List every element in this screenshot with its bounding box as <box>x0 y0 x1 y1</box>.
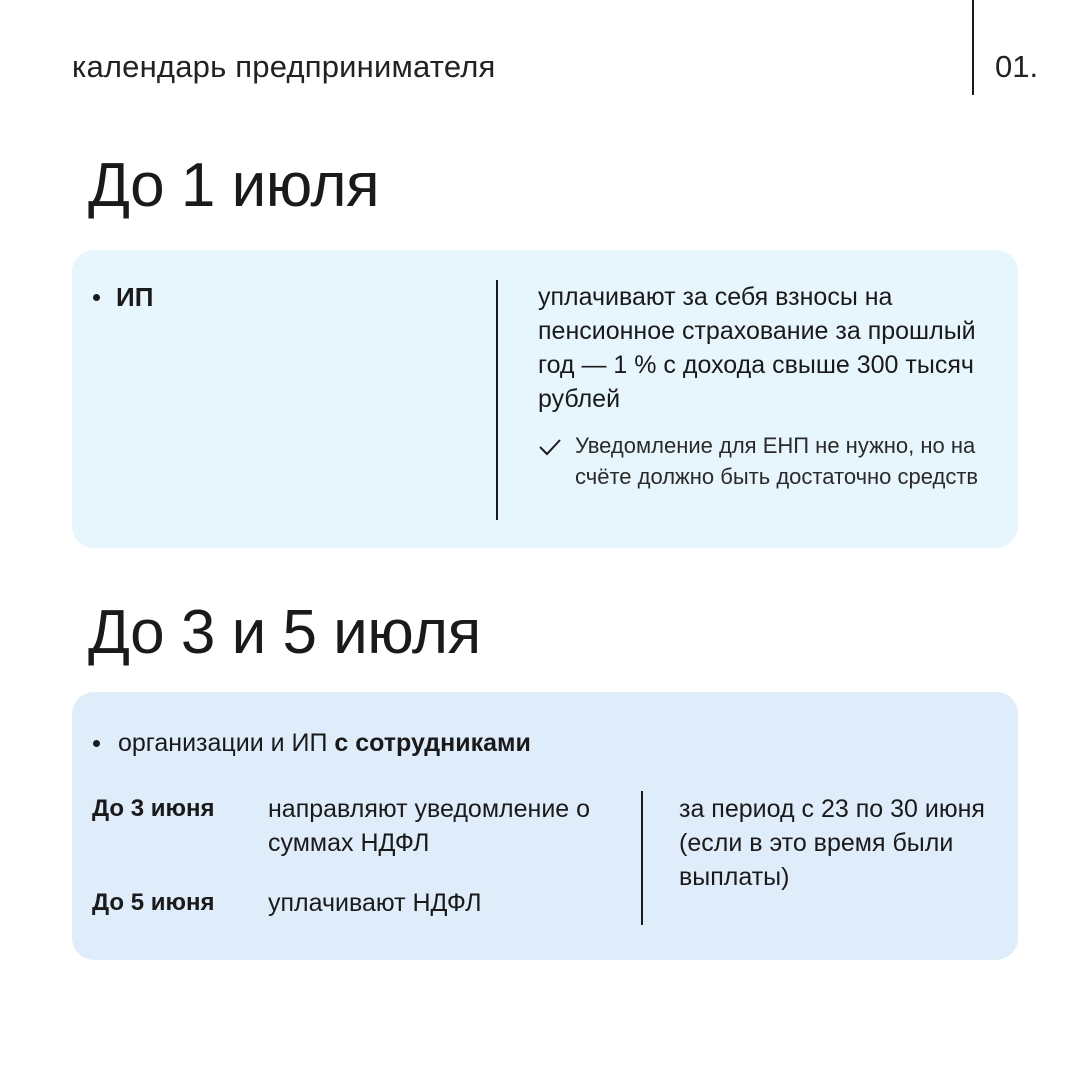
column-divider <box>641 791 643 925</box>
section-heading-july-3-5: До 3 и 5 июля <box>88 598 481 667</box>
taxpayer-label: ИП <box>116 282 154 312</box>
deadline-date: До 5 июня <box>92 889 215 916</box>
intro-text: организации и ИП <box>118 729 335 757</box>
bullet-dot <box>93 740 100 747</box>
deadline-card-july-1 <box>72 250 1018 548</box>
calendar-title: календарь предпринимателя <box>72 49 496 84</box>
bullet-dot <box>93 294 100 301</box>
section-heading-july-1: До 1 июля <box>88 151 380 220</box>
enp-note: Уведомление для ЕНП не нужно, но на счёте должно быть достаточно средств <box>575 433 979 489</box>
header-divider <box>972 0 974 95</box>
intro-bold-text: с сотрудниками <box>334 729 531 757</box>
period-description: за период с 23 по 30 июня (если в это время были выплаты) <box>679 795 985 891</box>
deadline-card-july-3-5 <box>72 692 1018 960</box>
obligation-description: уплачивают за себя взносы на пенсионное страхование за прошлый год — 1 % с дохода свыше 300 тысяч рублей <box>538 283 976 413</box>
column-divider <box>496 280 498 520</box>
check-icon <box>538 437 562 457</box>
deadline-date: До 3 июня <box>92 795 215 822</box>
deadline-action: уплачивают НДФЛ <box>268 889 482 917</box>
deadline-action: направляют уведомление о суммах НДФЛ <box>268 795 591 857</box>
page-number: 01. <box>995 49 1039 84</box>
taxpayer-intro <box>118 726 531 760</box>
